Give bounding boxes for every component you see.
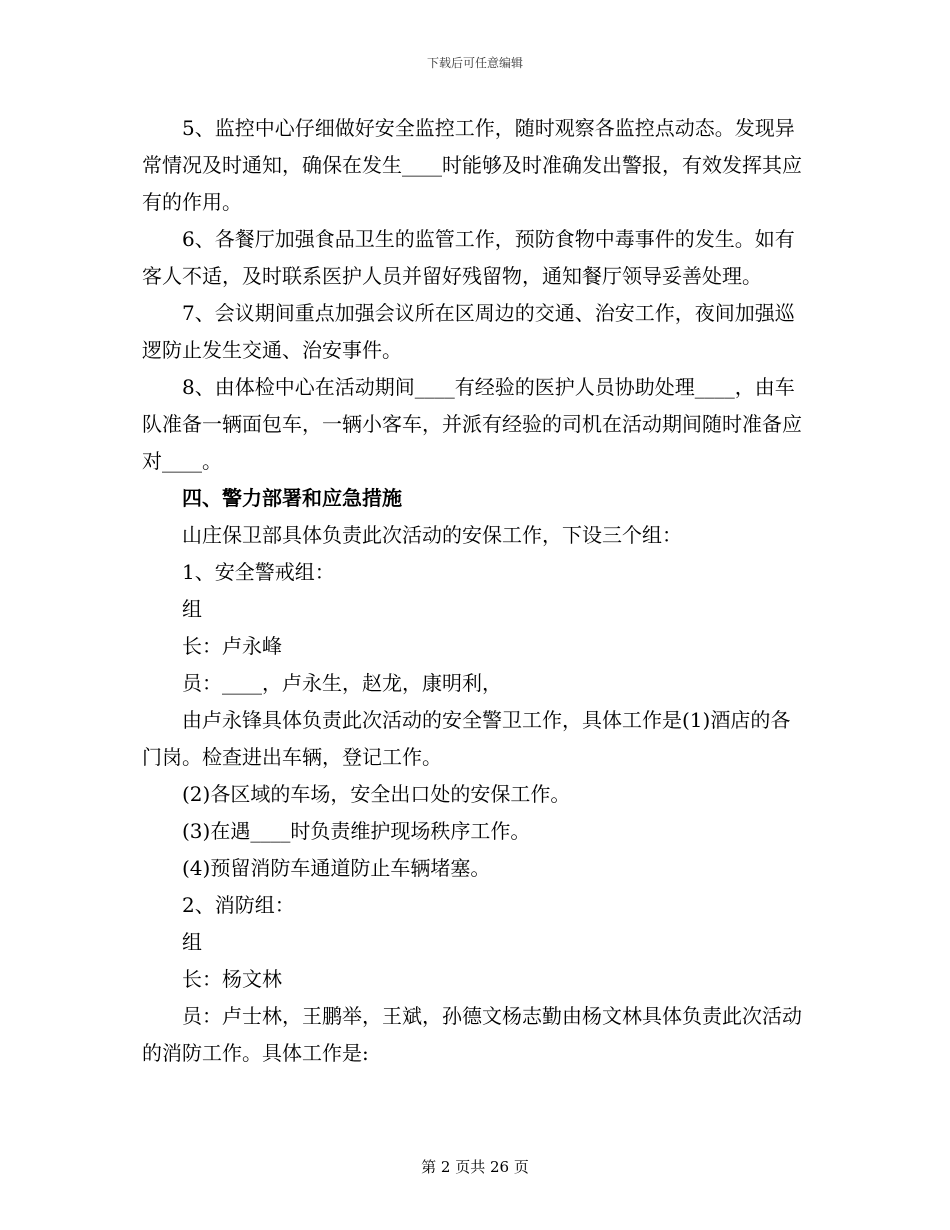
document-body <box>142 110 810 1072</box>
group-leader-security: 长：卢永峰 <box>182 634 282 658</box>
page-footer: 第 2 页共 26 页 <box>421 1158 529 1176</box>
duty-item-4: (4)预留消防车通道防止车辆堵塞。 <box>182 856 491 880</box>
group-label-fragment-2: 组 <box>182 930 202 954</box>
paragraph-item-5: 5、监控中心仔细做好安全监控工作，随时观察各监控点动态。发现异常情况及时通知，确保在发生____时能够及时准确发出警报，有效发挥其应有的作用。 <box>142 116 802 214</box>
group-title-fire: 2、消防组： <box>182 893 295 917</box>
paragraph-item-8: 8、由体检中心在活动期间____有经验的医护人员协助处理____，由车队准备一辆面包车，一辆小客车，并派有经验的司机在活动期间随时准备应对____。 <box>142 375 802 473</box>
group-leader-fire: 长：杨文林 <box>182 967 282 991</box>
paragraph-item-7: 7、会议期间重点加强会议所在区周边的交通、治安工作，夜间加强巡逻防止发生交通、治安事件。 <box>142 301 795 362</box>
group-members-fire: 员：卢士林，王鹏举，王斌，孙德文杨志勤由杨文林具体负责此次活动的消防工作。具体工作是: <box>142 1004 802 1065</box>
duty-item-2: (2)各区域的车场，安全出口处的安保工作。 <box>182 782 571 806</box>
group-duty-security: 由卢永锋具体负责此次活动的安全警卫工作，具体工作是(1)酒店的各门岗。检查进出车辆，登记工作。 <box>142 708 791 769</box>
group-label-fragment: 组 <box>182 597 202 621</box>
group-members-security: 员：____，卢永生，赵龙，康明利， <box>182 671 502 695</box>
paragraph-intro: 山庄保卫部具体负责此次活动的安保工作，下设三个组： <box>182 523 682 547</box>
section-heading-4: 四、警力部署和应急措施 <box>182 486 402 510</box>
group-title-security: 1、安全警戒组： <box>182 560 335 584</box>
paragraph-item-6: 6、各餐厅加强食品卫生的监管工作，预防食物中毒事件的发生。如有客人不适，及时联系医护人员并留好残留物，通知餐厅领导妥善处理。 <box>142 227 795 288</box>
page-header: 下载后可任意编辑 <box>426 56 523 70</box>
duty-item-3: (3)在遇____时负责维护现场秩序工作。 <box>182 819 531 843</box>
